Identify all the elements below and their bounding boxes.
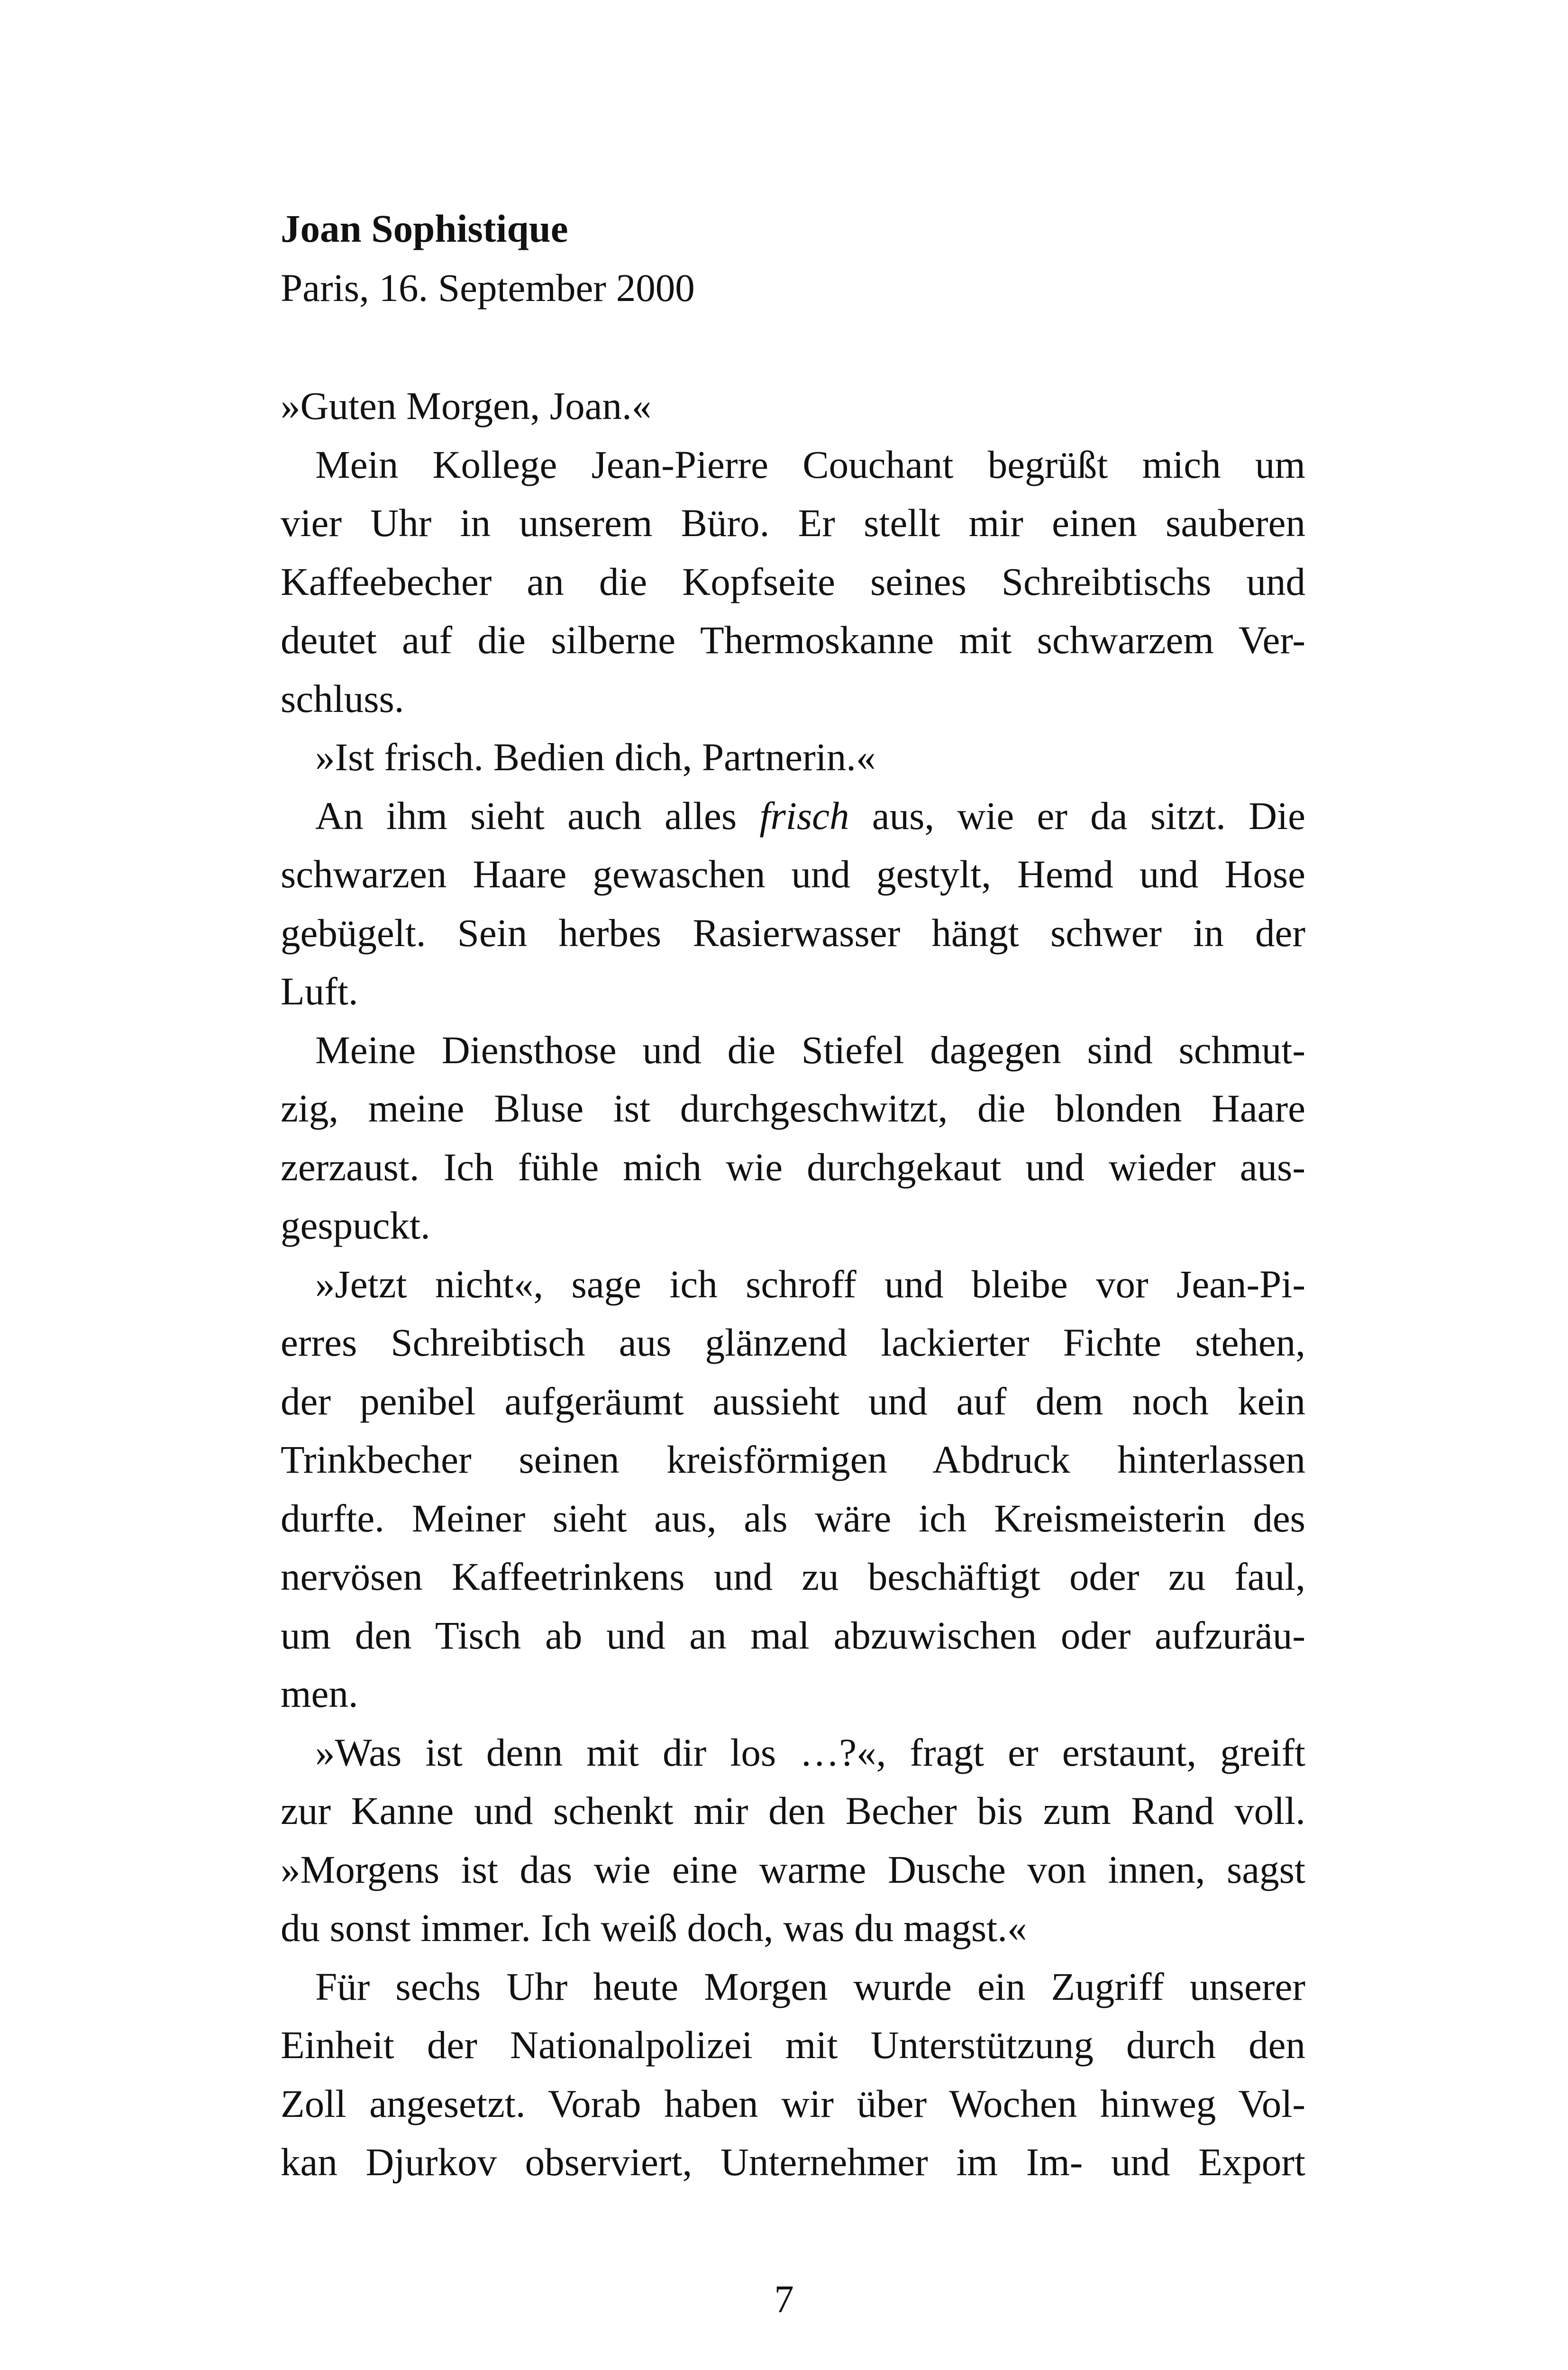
paragraph bbox=[281, 1021, 1305, 1255]
text-line: du sonst immer. Ich weiß doch, was du magst.« bbox=[281, 1906, 1027, 1950]
page-number: 7 bbox=[774, 2277, 794, 2321]
text-line: zur Kanne und schenkt mir den Becher bis zum Rand voll. bbox=[281, 1789, 1305, 1832]
paragraph bbox=[281, 1255, 1305, 1723]
text-line: Kaffeebecher an die Kopfseite seines Schreibtischs und bbox=[281, 559, 1305, 603]
paragraph bbox=[281, 436, 1305, 729]
text-line: der penibel aufgeräumt aussieht und auf dem noch kein bbox=[281, 1379, 1305, 1423]
text-line: »Ist frisch. Bedien dich, Partnerin.« bbox=[315, 735, 876, 779]
text-line: »Guten Morgen, Joan.« bbox=[281, 384, 652, 428]
text-line: erres Schreibtisch aus glänzend lackierter Fichte stehen, bbox=[281, 1321, 1305, 1364]
text-line: men. bbox=[281, 1672, 358, 1715]
text-line: gebügelt. Sein herbes Rasierwasser hängt schwer in der bbox=[281, 911, 1305, 955]
emphasis: frisch bbox=[759, 793, 849, 838]
paragraph bbox=[281, 1723, 1305, 1958]
text-line: »Was ist denn mit dir los …?«, fragt er erstaunt, greift bbox=[315, 1730, 1305, 1774]
text-line: An ihm sieht auch alles frisch aus, wie er da sitzt. Die bbox=[315, 793, 1305, 838]
body-text bbox=[281, 377, 1305, 2192]
text-line: durfte. Meiner sieht aus, als wäre ich Kreismeisterin des bbox=[281, 1496, 1305, 1540]
paragraph bbox=[281, 728, 1305, 787]
text-line: Einheit der Nationalpolizei mit Unterstützung durch den bbox=[281, 2023, 1305, 2067]
text-line: »Morgens ist das wie eine warme Dusche von innen, sagst bbox=[281, 1847, 1305, 1891]
text-line: Luft. bbox=[281, 969, 358, 1013]
text-line: nervösen Kaffeetrinkens und zu beschäftigt oder zu faul, bbox=[281, 1555, 1305, 1598]
text-line: deutet auf die silberne Thermoskanne mit schwarzem Ver- bbox=[281, 618, 1305, 662]
text-line: schluss. bbox=[281, 676, 404, 720]
text-line: um den Tisch ab und an mal abzuwischen oder aufzuräu- bbox=[281, 1613, 1305, 1657]
paragraph bbox=[281, 1958, 1305, 2192]
text-line: gespuckt. bbox=[281, 1203, 430, 1247]
text-line: zig, meine Bluse ist durchgeschwitzt, die blonden Haare bbox=[281, 1086, 1305, 1130]
text-line: vier Uhr in unserem Büro. Er stellt mir einen sauberen bbox=[281, 501, 1305, 545]
text-line: kan Djurkov observiert, Unternehmer im Im- und Export bbox=[281, 2140, 1305, 2184]
text-line: schwarzen Haare gewaschen und gestylt, Hemd und Hose bbox=[281, 852, 1305, 896]
text-line: »Jetzt nicht«, sage ich schroff und bleibe vor Jean-Pi- bbox=[315, 1262, 1305, 1306]
chapter-heading-place-date: Paris, 16. September 2000 bbox=[281, 266, 695, 310]
text-line: Trinkbecher seinen kreisförmigen Abdruck hinterlassen bbox=[281, 1438, 1305, 1481]
text-line: Meine Diensthose und die Stiefel dagegen sind schmut- bbox=[315, 1028, 1305, 1072]
paragraph bbox=[281, 787, 1305, 1021]
text-line: Für sechs Uhr heute Morgen wurde ein Zugriff unserer bbox=[315, 1964, 1305, 2008]
chapter-heading-name: Joan Sophistique bbox=[281, 207, 568, 250]
paragraph bbox=[281, 377, 1305, 436]
book-page bbox=[281, 199, 1305, 2192]
text-line: Zoll angesetzt. Vorab haben wir über Wochen hinweg Vol- bbox=[281, 2081, 1305, 2125]
text-line: Mein Kollege Jean-Pierre Couchant begrüßt mich um bbox=[315, 442, 1305, 486]
text-line: zerzaust. Ich fühle mich wie durchgekaut und wieder aus- bbox=[281, 1145, 1305, 1189]
